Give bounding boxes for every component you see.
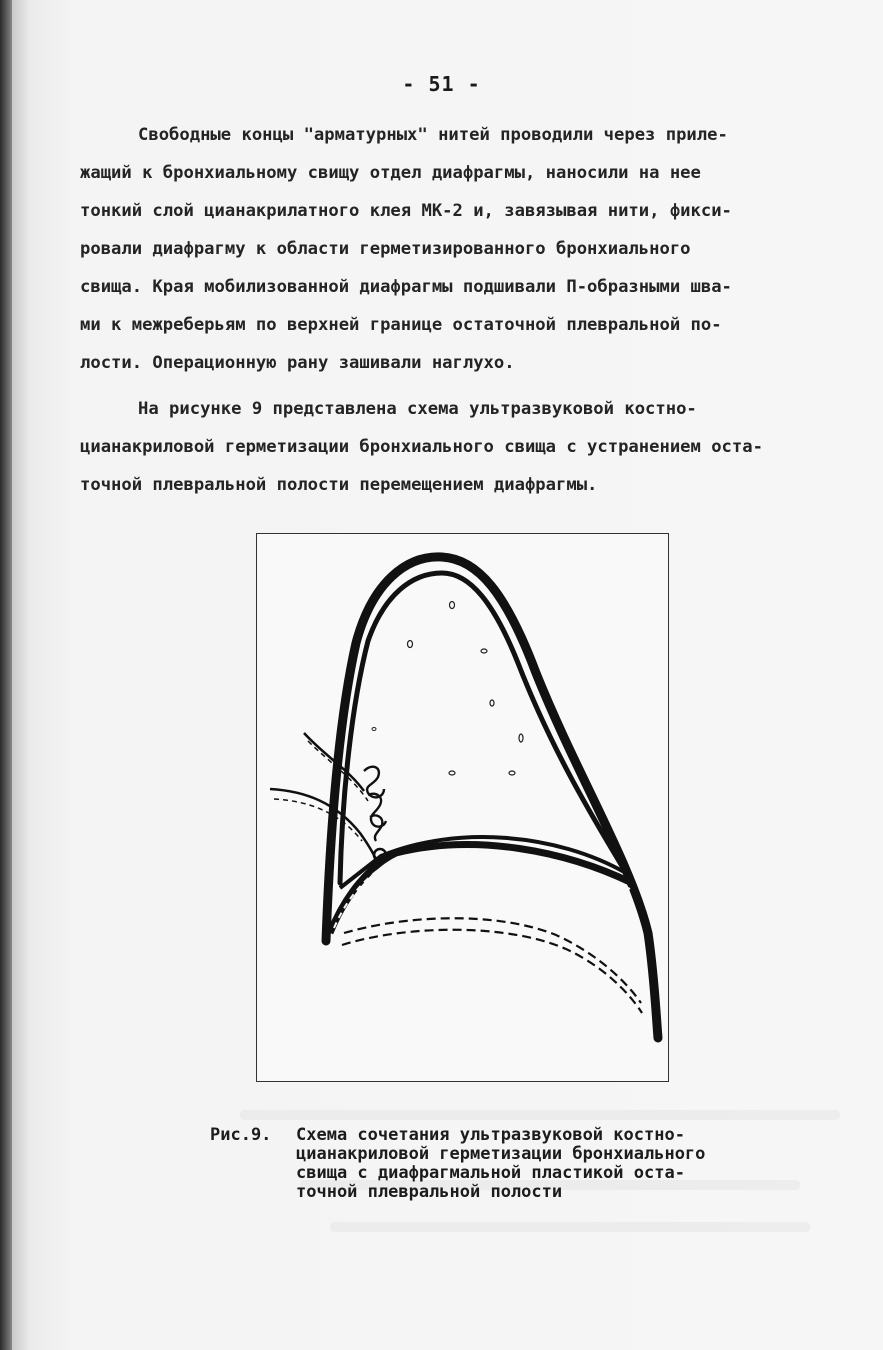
paragraph-line: ровали диафрагму к области герметизированного бронхиального — [80, 239, 691, 259]
bubble — [450, 602, 455, 609]
bubble — [408, 641, 413, 648]
paragraph-line: точной плевральной полости перемещением диафрагмы. — [80, 475, 598, 495]
bubble — [372, 728, 376, 731]
original-diaphragm-dashed-1 — [344, 918, 641, 1003]
caption-text — [296, 1126, 776, 1202]
paragraph-line: лости. Операционную рану зашивали наглухо. — [80, 353, 515, 373]
bleed-through-text — [240, 1110, 840, 1120]
original-diaphragm-dashed-2 — [342, 930, 642, 1013]
paragraph-line: Свободные концы "арматурных" нитей проводили через приле- — [138, 125, 728, 145]
bleed-through-text — [330, 1222, 810, 1232]
paragraph-line: цианакриловой герметизации бронхиального свища с устранением оста- — [80, 437, 763, 457]
paragraph-2 — [80, 390, 840, 504]
paragraph-line: На рисунке 9 представлена схема ультразвуковой костно- — [138, 399, 697, 419]
suture-loops — [364, 767, 386, 841]
caption-line: свища с диафрагмальной пластикой оста- — [296, 1163, 685, 1183]
bubble — [509, 771, 515, 775]
caption-label: Рис.9. — [210, 1125, 272, 1145]
paragraph-1 — [80, 116, 840, 382]
caption-line: Схема сочетания ультразвуковой костно- — [296, 1125, 685, 1145]
bubble — [519, 734, 523, 742]
bubble — [490, 700, 494, 706]
lung-diagram — [256, 533, 669, 1082]
paragraph-line: жащий к бронхиальному свищу отдел диафрагмы, наносили на нее — [80, 163, 701, 183]
caption-line: точной плевральной полости — [296, 1182, 563, 1202]
bubble — [449, 771, 455, 775]
paragraph-line: ми к межреберьям по верхней границе остаточной плевральной по- — [80, 315, 722, 335]
paragraph-line: свища. Края мобилизованной диафрагмы подшивали П-образными шва- — [80, 277, 732, 297]
page-number: - 51 - — [402, 72, 481, 96]
paragraph-line: тонкий слой цианакрилатного клея МК-2 и, завязывая нити, фикси- — [80, 201, 732, 221]
caption-line: цианакриловой герметизации бронхиального — [296, 1144, 706, 1164]
bubble — [481, 649, 487, 653]
